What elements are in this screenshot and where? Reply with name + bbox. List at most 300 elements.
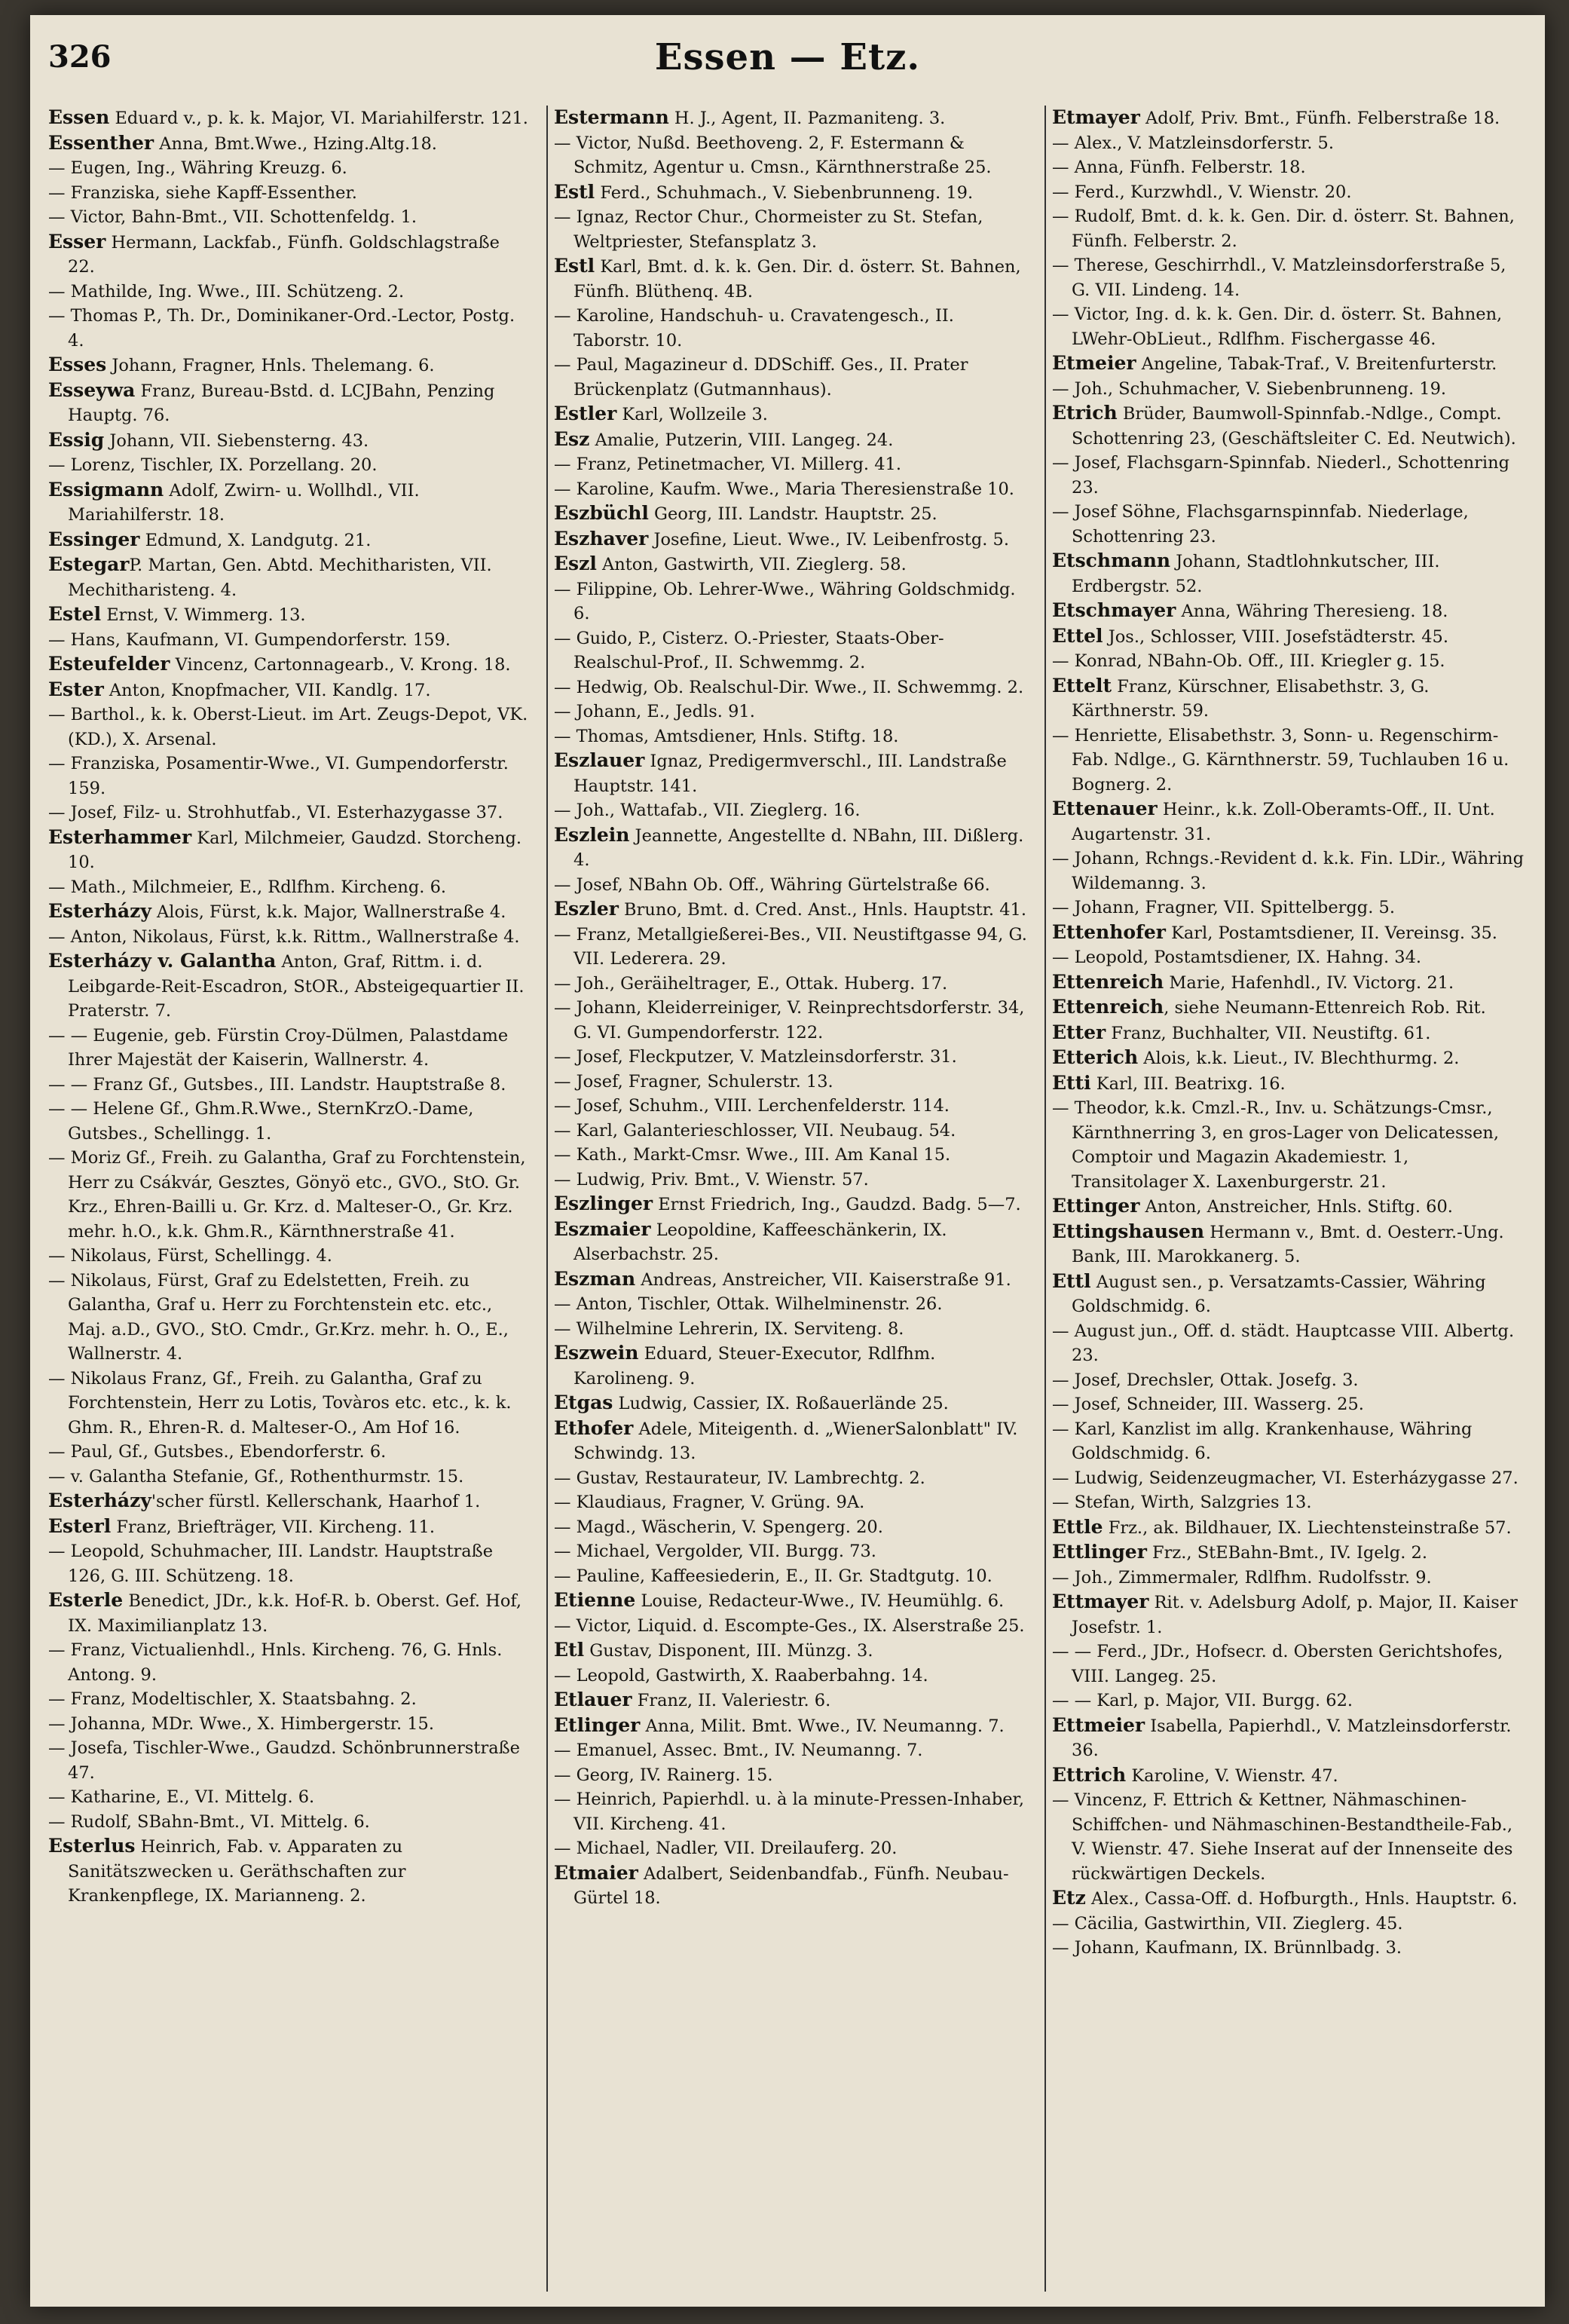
entry-details: — Pauline, Kaffeesiederin, E., II. Gr. Stadtgutg. 10. [554, 1566, 992, 1586]
entry-details: — — Ferd., JDr., Hofsecr. d. Obersten Gerichtshofes, VIII. Langeg. 25. [1052, 1642, 1503, 1686]
entry-surname: Etrich [1052, 402, 1118, 424]
entry-details: Karl, Postamtsdiener, II. Vereinsg. 35. [1165, 923, 1497, 943]
entry-surname: Etschmayer [1052, 599, 1176, 621]
entry-details: — Franz, Victualienhdl., Hnls. Kircheng. 76, G. Hnls. Antong. 9. [48, 1640, 503, 1685]
entry-details: Marie, Hafenhdl., IV. Victorg. 21. [1164, 972, 1454, 993]
entry-details: Ernst Friedrich, Ing., Gaudzd. Badg. 5—7. [653, 1195, 1021, 1214]
directory-entry [1052, 847, 1528, 896]
entry-details: — Therese, Geschirrhdl., V. Matzleinsdorferstraße 5, G. VII. Lindeng. 14. [1052, 256, 1506, 300]
entry-surname: Esterlus [48, 1835, 136, 1857]
entry-details: — Karl, Galanterieschlosser, VII. Neubaug. 54. [554, 1120, 956, 1141]
directory-entry [554, 427, 1030, 453]
directory-entry [1052, 945, 1528, 970]
entry-details: P. Martan, Gen. Abtd. Mechitharisten, VII. Mechitharisteng. 4. [68, 556, 492, 600]
column-2 [546, 106, 1030, 2292]
directory-entry [1052, 106, 1528, 131]
directory-entry [1052, 1689, 1528, 1713]
directory-entry [48, 875, 531, 900]
entry-details: — Franziska, Posamentir-Wwe., VI. Gumpendorferstr. 159. [48, 754, 509, 798]
entry-details: Brüder, Baumwoll-Spinnfab.-Ndlge., Compt. Schottenring 23, (Geschäftsleiter C. Ed. Neutwich). [1072, 404, 1516, 449]
directory-entry [48, 1073, 531, 1098]
entry-surname: Esterhammer [48, 825, 192, 848]
directory-entry [1052, 1417, 1528, 1466]
entry-details: Adalbert, Seidenbandfab., Fünfh. Neubau-Gürtel 18. [573, 1863, 1009, 1908]
entry-details: — Franz, Metallgießerei-Bes., VII. Neustiftgasse 94, G. VII. Lederera. 29. [554, 924, 1027, 969]
entry-details: — Leopold, Schuhmacher, III. Landstr. Hauptstraße 126, G. III. Schützeng. 18. [48, 1542, 494, 1586]
directory-entry [48, 353, 531, 378]
entry-surname: Ettle [1052, 1515, 1103, 1538]
entry-details: — Josef Söhne, Flachsgarnspinnfab. Niederlage, Schottenring 23. [1052, 502, 1469, 547]
directory-entry [1052, 1368, 1528, 1393]
entry-details: — Thomas P., Th. Dr., Dominikaner-Ord.-Lector, Postg. 4. [48, 306, 515, 351]
directory-entry [48, 106, 531, 131]
entry-surname: Eszl [554, 553, 597, 574]
entry-details: — Paul, Gf., Gutsbes., Ebendorferstr. 6. [48, 1442, 387, 1462]
directory-entry [48, 1514, 531, 1540]
directory-entry [48, 1146, 531, 1244]
directory-entry [554, 402, 1030, 427]
directory-entry [554, 477, 1030, 502]
directory-entry [48, 1588, 531, 1638]
entry-details: — Kath., Markt-Cmsr. Wwe., III. Am Kanal 15. [554, 1145, 951, 1165]
directory-entry [48, 1712, 531, 1737]
entry-details: — Leopold, Postamtsdiener, IX. Hahng. 34. [1052, 948, 1422, 967]
entry-details: Anton, Gastwirth, VII. Zieglerg. 58. [596, 555, 907, 574]
entry-details: — Johann, Rchngs.-Revident d. k.k. Fin. LDir., Währing Wildemanng. 3. [1052, 849, 1525, 893]
directory-entry [1052, 1096, 1528, 1194]
directory-entry [554, 1143, 1030, 1168]
entry-details: Louise, Redacteur-Wwe., IV. Heumühlg. 6. [635, 1591, 1005, 1611]
entry-surname: Estl [554, 255, 595, 277]
directory-entry [48, 304, 531, 353]
entry-surname: Eszbüchl [554, 502, 649, 524]
directory-entry [48, 1440, 531, 1465]
entry-surname: Ettelt [1052, 674, 1112, 697]
entry-details: — Johann, Fragner, VII. Spittelbergg. 5. [1052, 898, 1395, 917]
directory-entry [1052, 1515, 1528, 1541]
entry-surname: Esser [48, 230, 106, 253]
directory-entry [48, 1687, 531, 1712]
entry-surname: Ethofer [554, 1416, 634, 1439]
directory-entry [1052, 253, 1528, 302]
entry-surname: Esterle [48, 1589, 124, 1611]
directory-entry [554, 1391, 1030, 1416]
entry-details: — Cäcilia, Gastwirthin, VII. Zieglerg. 45. [1052, 1913, 1403, 1934]
entry-surname: Esterházy [48, 1490, 151, 1511]
entry-surname: Etlinger [554, 1713, 641, 1736]
entry-details: Karl, Wollzeile 3. [616, 405, 768, 424]
directory-entry [1052, 797, 1528, 847]
directory-entry [48, 1244, 531, 1269]
entry-details: Josefine, Lieut. Wwe., IV. Leibenfrostg. 5. [648, 529, 1010, 550]
entry-surname: Estermann [554, 106, 669, 128]
entry-details: Rit. v. Adelsburg Adolf, p. Major, II. Kaiser Josefstr. 1. [1072, 1593, 1518, 1637]
entry-surname: Ettenreich [1052, 996, 1164, 1018]
directory-entry [554, 1638, 1030, 1664]
entry-details: — Eugen, Ing., Währing Kreuzg. 6. [48, 158, 347, 178]
directory-entry [48, 453, 531, 478]
entry-details: — Lorenz, Tischler, IX. Porzellang. 20. [48, 455, 378, 475]
entry-details: Alois, Fürst, k.k. Major, Wallnerstraße 4. [151, 902, 506, 922]
entry-details: Heinr., k.k. Zoll-Oberamts-Off., II. Unt. Augartenstr. 31. [1072, 800, 1495, 844]
entry-details: — Katharine, E., VI. Mittelg. 6. [48, 1787, 315, 1807]
entry-details: — Vincenz, F. Ettrich & Kettner, Nähmaschinen-Schiffchen- und Nähmaschinen-Bestandtheile-Fab., V. Wienstr. 47. Siehe Inserat auf der Innenseite des rückwärtigen Deckels. [1052, 1790, 1513, 1884]
directory-entry [48, 1638, 531, 1687]
entry-details: Karl, III. Beatrixg. 16. [1090, 1073, 1286, 1094]
directory-entry [48, 602, 531, 628]
entry-details: — Paul, Magazineur d. DDSchiff. Ges., II. Prater Brückenplatz (Gutmannhaus). [554, 355, 968, 400]
directory-entry [48, 528, 531, 553]
entry-details: August sen., p. Versatzamts-Cassier, Währing Goldschmidg. 6. [1072, 1272, 1486, 1316]
directory-entry [48, 925, 531, 950]
entry-surname: Eszlauer [554, 749, 645, 771]
page-number: 326 [48, 39, 112, 75]
directory-entry [554, 1192, 1030, 1217]
directory-entry [554, 1564, 1030, 1589]
directory-entry [554, 1664, 1030, 1689]
entry-details: Hermann v., Bmt. d. Oesterr.-Ung. Bank, III. Marokkanerg. 5. [1072, 1222, 1504, 1266]
directory-entry [1052, 624, 1528, 650]
entry-details: Bruno, Bmt. d. Cred. Anst., Hnls. Hauptstr. 41. [618, 900, 1026, 920]
directory-entry [554, 304, 1030, 353]
entry-surname: Etlauer [554, 1689, 632, 1710]
entry-surname: Etter [1052, 1021, 1106, 1043]
entry-details: Gustav, Disponent, III. Münzg. 3. [584, 1641, 873, 1661]
entry-surname: Etz [1052, 1887, 1086, 1909]
entry-surname: Ettrich [1052, 1763, 1127, 1786]
directory-entry [48, 1810, 531, 1835]
entry-details: — Michael, Nadler, VII. Dreilauferg. 20. [554, 1839, 898, 1858]
entry-details: — Johann, Kleiderreiniger, V. Reinprechtsdorferstr. 34, G. VI. Gumpendorferstr. 122. [554, 998, 1025, 1043]
entry-details: — Victor, Bahn-Bmt., VII. Schottenfeldg. 1. [48, 207, 417, 227]
entry-details: Anton, Anstreicher, Hnls. Stiftg. 60. [1139, 1197, 1453, 1217]
directory-entry [48, 1465, 531, 1490]
entry-surname: Eszmaier [554, 1217, 651, 1240]
entry-details: — Thomas, Amtsdiener, Hnls. Stiftg. 18. [554, 726, 899, 746]
directory-entry [554, 675, 1030, 700]
entry-details: , siehe Neumann-Ettenreich Rob. Rit. [1164, 998, 1486, 1018]
entry-details: Eduard, Steuer-Executor, Rdlfhm. Karolineng. 9. [573, 1344, 936, 1389]
directory-entry [48, 652, 531, 678]
entry-details: Isabella, Papierhdl., V. Matzleinsdorferstr. 36. [1072, 1716, 1512, 1760]
directory-entry [554, 1267, 1030, 1293]
directory-entry [1052, 401, 1528, 451]
directory-entry [554, 577, 1030, 626]
directory-entry [1052, 1220, 1528, 1269]
entry-surname: Eszlein [554, 823, 630, 846]
entry-details: — — Eugenie, geb. Fürstin Croy-Dülmen, Palastdame Ihrer Majestät der Kaiserin, Wallnerstr. 4. [48, 1025, 509, 1070]
entry-surname: Eszwein [554, 1342, 639, 1364]
directory-entry [1052, 1021, 1528, 1046]
entry-details: — Theodor, k.k. Cmzl.-R., Inv. u. Schätzungs-Cmsr., Kärnthnerring 3, en gros-Lager von Delicatessen, Comptoir und Magazin Akademiestr. 1, Transitolager X. Laxenburgerstr. 21. [1052, 1098, 1500, 1192]
directory-entry [48, 181, 531, 206]
directory-entry [48, 378, 531, 428]
entry-details: — Josef, Fleckputzer, V. Matzleinsdorferstr. 31. [554, 1047, 957, 1067]
entry-details: — Anton, Tischler, Ottak. Wilhelminenstr. 26. [554, 1294, 943, 1314]
entry-surname: Ettingshausen [1052, 1220, 1205, 1242]
directory-entry [48, 1489, 531, 1514]
entry-details: Anton, Knopfmacher, VII. Kandlg. 17. [103, 680, 431, 700]
entry-details: — Nikolaus Franz, Gf., Freih. zu Galantha, Graf zu Forchtenstein, Herr zu Lotis, Tovàros etc. etc., k. k. Ghm. R., Ehren-R. d. Malteser-O., Am Hof 16. [48, 1368, 512, 1438]
entry-details: — Joh., Schuhmacher, V. Siebenbrunneng. 19. [1052, 378, 1447, 399]
entry-details: — Victor, Ing. d. k. k. Gen. Dir. d. österr. St. Bahnen, LWehr-ObLieut., Rdlfhm. Fischergasse 46. [1052, 305, 1503, 349]
entry-details: — Franz, Petinetmacher, VI. Millerg. 41. [554, 455, 901, 474]
entry-details: — August jun., Off. d. städt. Hauptcasse VIII. Albertg. 23. [1052, 1321, 1515, 1365]
entry-details: Franz, Buchhalter, VII. Neustiftg. 61. [1106, 1023, 1431, 1043]
entry-details: — Josefa, Tischler-Wwe., Gaudzd. Schönbrunnerstraße 47. [48, 1738, 520, 1783]
entry-details: — Magd., Wäscherin, V. Spengerg. 20. [554, 1517, 883, 1537]
directory-entry [1052, 1540, 1528, 1566]
entry-details: Adele, Miteigenth. d. „WienerSalonblatt" IV. Schwindg. 13. [573, 1419, 1018, 1463]
entry-surname: Estegar [48, 553, 130, 575]
entry-details: — Math., Milchmeier, E., Rdlfhm. Kircheng. 6. [48, 877, 447, 897]
directory-entry [48, 1367, 531, 1441]
directory-entry [48, 553, 531, 602]
entry-details: — Emanuel, Assec. Bmt., IV. Neumanng. 7. [554, 1741, 923, 1760]
entry-surname: Essinger [48, 528, 140, 550]
entry-details: Jos., Schlosser, VIII. Josefstädterstr. 45. [1103, 626, 1448, 647]
entry-details: — Wilhelmine Lehrerin, IX. Serviteng. 8. [554, 1318, 904, 1339]
entry-details: — Anton, Nikolaus, Fürst, k.k. Rittm., Wallnerstraße 4. [48, 926, 520, 947]
directory-entry [554, 1614, 1030, 1639]
entry-details: — Joh., Wattafab., VII. Zieglerg. 16. [554, 801, 861, 820]
directory-entry [554, 1341, 1030, 1391]
entry-details: — Klaudiaus, Fragner, V. Grüng. 9A. [554, 1493, 865, 1512]
directory-entry [1052, 1194, 1528, 1220]
directory-entry [554, 1317, 1030, 1342]
entry-surname: Esterházy [48, 900, 151, 922]
entry-details: — Hedwig, Ob. Realschul-Dir. Wwe., II. Schwemmg. 2. [554, 677, 1024, 697]
entry-details: — Leopold, Gastwirth, X. Raaberbahng. 14. [554, 1665, 928, 1686]
entry-details: — Nikolaus, Fürst, Graf zu Edelstetten, Freih. zu Galantha, Graf u. Herr zu Forchtenstein etc. etc., Maj. a.D., GVO., StO. Cmdr., Gr.Krz. mehr. h. O., E., Wallnerstr. 4. [48, 1270, 509, 1364]
entry-details: Alex., Cassa-Off. d. Hofburgth., Hnls. Hauptstr. 6. [1085, 1889, 1518, 1909]
entry-details: Franz, Kürschner, Elisabethstr. 3, G. Kärthnerstr. 59. [1072, 676, 1430, 721]
directory-entry [1052, 920, 1528, 946]
directory-entry [48, 899, 531, 925]
entry-details: Adolf, Priv. Bmt., Fünfh. Felberstraße 18. [1139, 109, 1500, 128]
entry-details: Eduard v., p. k. k. Major, VI. Mariahilferstr. 121. [109, 109, 528, 128]
entry-surname: Eszlinger [554, 1193, 653, 1214]
directory-entry [1052, 1590, 1528, 1640]
entry-details: Ignaz, Predigermverschl., III. Landstraße Hauptstr. 141. [573, 752, 1007, 796]
entry-details: — — Helene Gf., Ghm.R.Wwe., SternKrzO.-Dame, Gutsbes., Schellingg. 1. [48, 1099, 474, 1144]
directory-entry [1052, 500, 1528, 549]
entry-details: Adolf, Zwirn- u. Wollhdl., VII. Mariahilferstr. 18. [68, 480, 420, 525]
entry-details: — Anna, Fünfh. Felberstr. 18. [1052, 158, 1306, 177]
directory-entry [48, 1024, 531, 1073]
entry-details: — Karoline, Handschuh- u. Cravatengesch., II. Taborstr. 10. [554, 306, 954, 351]
entry-surname: Ettmeier [1052, 1713, 1145, 1736]
directory-entry [554, 131, 1030, 180]
directory-entry [48, 1736, 531, 1785]
column-1 [48, 106, 531, 2292]
directory-entry [554, 1168, 1030, 1193]
directory-entry [48, 628, 531, 653]
entry-surname: Etl [554, 1639, 585, 1661]
entry-surname: Ettenhofer [1052, 920, 1166, 943]
entry-details: — Hans, Kaufmann, VI. Gumpendorferstr. 159. [48, 629, 451, 650]
directory-page [30, 15, 1545, 2307]
directory-entry [554, 749, 1030, 798]
entry-surname: Estel [48, 603, 102, 625]
directory-entry [1052, 180, 1528, 205]
directory-entry [1052, 1713, 1528, 1763]
directory-entry [48, 949, 531, 1024]
entry-surname: Essenther [48, 131, 154, 154]
entry-details: Leopoldine, Kaffeeschänkerin, IX. Alserbachstr. 25. [573, 1220, 947, 1264]
directory-entry [1052, 1936, 1528, 1961]
entry-surname: Estl [554, 180, 595, 203]
entry-details: — — Karl, p. Major, VII. Burgg. 62. [1052, 1691, 1353, 1710]
directory-entry [1052, 131, 1528, 156]
entry-details: — Alex., V. Matzleinsdorferstr. 5. [1052, 133, 1335, 153]
entry-details: — Barthol., k. k. Oberst-Lieut. im Art. Zeugs-Depot, VK. (KD.), X. Arsenal. [48, 705, 528, 749]
directory-entry [554, 452, 1030, 477]
directory-entry [554, 1119, 1030, 1144]
directory-entry [1052, 1640, 1528, 1689]
entry-details: — Heinrich, Papierhdl. u. à la minute-Pressen-Inhaber, VII. Kircheng. 41. [554, 1790, 1024, 1834]
entry-surname: Ettenauer [1052, 798, 1158, 819]
entry-details: Karl, Milchmeier, Gaudzd. Storcheng. 10. [68, 828, 522, 872]
directory-entry [48, 428, 531, 454]
directory-entry [554, 897, 1030, 923]
directory-entry [1052, 1046, 1528, 1071]
entry-surname: Etmaier [554, 1861, 638, 1884]
directory-entry [48, 205, 531, 230]
directory-entry [1052, 549, 1528, 599]
entry-details: — Ludwig, Seidenzeugmacher, VI. Esterházygasse 27. [1052, 1468, 1519, 1488]
entry-details: — Ludwig, Priv. Bmt., V. Wienstr. 57. [554, 1169, 869, 1190]
entry-surname: Esz [554, 427, 590, 450]
entry-surname: Etienne [554, 1589, 636, 1611]
entry-surname: Etschmann [1052, 550, 1171, 571]
entry-details: Johann, VII. Siebensterng. 43. [104, 430, 369, 451]
directory-entry [554, 923, 1030, 972]
directory-entry [48, 825, 531, 875]
directory-entry [554, 1045, 1030, 1070]
directory-entry [48, 1834, 531, 1909]
entry-details: Angeline, Tabak-Traf., V. Breitenfurterstr. [1136, 354, 1497, 374]
directory-entry [1052, 1788, 1528, 1886]
directory-entry [1052, 995, 1528, 1021]
directory-entry [554, 1836, 1030, 1861]
entry-details: Anna, Währing Theresieng. 18. [1176, 602, 1448, 621]
entry-details: — v. Galantha Stefanie, Gf., Rothenthurmstr. 15. [48, 1466, 464, 1487]
directory-entry [554, 527, 1030, 553]
directory-entry [48, 156, 531, 181]
entry-details: Andreas, Anstreicher, VII. Kaiserstraße 91. [635, 1269, 1011, 1290]
directory-entry [554, 873, 1030, 898]
entry-details: — Henriette, Elisabethstr. 3, Sonn- u. Regenschirm-Fab. Ndlge., G. Kärnthnerstr. 59, Tuchlauben 16 u. Bognerg. 2. [1052, 725, 1509, 795]
directory-entry [1052, 1490, 1528, 1515]
directory-entry [554, 552, 1030, 577]
directory-entry [554, 1070, 1030, 1095]
directory-entry [48, 131, 531, 157]
entry-details: — Ignaz, Rector Chur., Chormeister zu St. Stefan, Weltpriester, Stefansplatz 3. [554, 207, 983, 252]
entry-details: — — Franz Gf., Gutsbes., III. Landstr. Hauptstraße 8. [48, 1074, 506, 1095]
entry-details: Anton, Graf, Rittm. i. d. Leibgarde-Reit-Escadron, StOR., Absteigequartier II. Praterstr. 7. [68, 952, 525, 1021]
entry-details: — Filippine, Ob. Lehrer-Wwe., Währing Goldschmidg. 6. [554, 579, 1016, 623]
directory-entry [48, 801, 531, 825]
entry-details: Alois, k.k. Lieut., IV. Blechthurmg. 2. [1138, 1049, 1460, 1068]
directory-entry [48, 478, 531, 528]
entry-surname: Ettenreich [1052, 970, 1164, 993]
entry-details: Ernst, V. Wimmerg. 13. [101, 605, 306, 625]
directory-entry [1052, 204, 1528, 253]
entry-details: — Franz, Modeltischler, X. Staatsbahng. 2. [48, 1689, 417, 1709]
directory-entry [554, 501, 1030, 527]
entry-details: Anna, Milit. Bmt. Wwe., IV. Neumanng. 7. [640, 1716, 1005, 1736]
column-3 [1044, 106, 1528, 2292]
entry-surname: Etmayer [1052, 106, 1140, 128]
entry-details: Edmund, X. Landgutg. 21. [139, 530, 372, 550]
entry-surname: Esseywa [48, 378, 136, 401]
entry-details: — Karoline, Kaufm. Wwe., Maria Theresienstraße 10. [554, 479, 1014, 499]
entry-details: Ferd., Schuhmach., V. Siebenbrunneng. 19. [595, 182, 974, 203]
directory-entry [1052, 302, 1528, 351]
directory-entry [554, 1688, 1030, 1713]
entry-details: — Mathilde, Ing. Wwe., III. Schützeng. 2. [48, 281, 405, 302]
directory-entry [554, 1763, 1030, 1788]
directory-entry [554, 1094, 1030, 1119]
entry-details: — Michael, Vergolder, VII. Burgg. 73. [554, 1542, 876, 1561]
entry-details: Franz, II. Valeriestr. 6. [632, 1691, 831, 1710]
entry-details: — Victor, Liquid. d. Escompte-Ges., IX. Alserstraße 25. [554, 1615, 1025, 1636]
directory-entry [1052, 351, 1528, 377]
directory-entry [1052, 155, 1528, 180]
entry-details: — Konrad, NBahn-Ob. Off., III. Kriegler g. 15. [1052, 651, 1445, 671]
entry-details: — Nikolaus, Fürst, Schellingg. 4. [48, 1246, 332, 1266]
entry-details: Benedict, JDr., k.k. Hof-R. b. Oberst. Gef. Hof, IX. Maximilianplatz 13. [68, 1591, 522, 1636]
directory-entry [554, 823, 1030, 873]
entry-surname: Esses [48, 354, 107, 375]
entry-details: Vincenz, Cartonnagearb., V. Krong. 18. [170, 655, 511, 675]
entry-details: Frz., StEBahn-Bmt., IV. Igelg. 2. [1146, 1543, 1427, 1563]
entry-details: — Victor, Nußd. Beethoveng. 2, F. Estermann & Schmitz, Agentur u. Cmsn., Kärnthnerstraße 25. [554, 133, 992, 177]
directory-entry [554, 1466, 1030, 1491]
entry-details: — Rudolf, Bmt. d. k. k. Gen. Dir. d. österr. St. Bahnen, Fünfh. Felberstr. 2. [1052, 207, 1515, 251]
entry-details: — Franziska, siehe Kapff-Essenther. [48, 182, 357, 203]
directory-entry [554, 1539, 1030, 1564]
directory-entry [1052, 1392, 1528, 1417]
directory-entry [1052, 1071, 1528, 1097]
entry-details: Karl, Bmt. d. k. k. Gen. Dir. d. österr. St. Bahnen, Fünfh. Blüthenq. 4B. [573, 257, 1021, 302]
entry-details: — Joh., Zimmermaler, Rdlfhm. Rudolfsstr. 9. [1052, 1567, 1432, 1588]
directory-entry [1052, 451, 1528, 500]
directory-entry [48, 230, 531, 280]
entry-details: — Josef, Flachsgarn-Spinnfab. Niederl., Schottenring 23. [1052, 453, 1509, 498]
directory-entry [48, 280, 531, 305]
entry-details: — Ferd., Kurzwhdl., V. Wienstr. 20. [1052, 182, 1352, 202]
entry-details: — Johann, E., Jedls. 91. [554, 702, 755, 721]
entry-details: — Josef, Fragner, Schulerstr. 13. [554, 1071, 833, 1092]
entry-surname: Ettlinger [1052, 1541, 1147, 1563]
directory-entry [554, 1416, 1030, 1466]
entry-details: 'scher fürstl. Kellerschank, Haarhof 1. [151, 1492, 481, 1511]
entry-details: — Stefan, Wirth, Salzgries 13. [1052, 1493, 1312, 1512]
entry-details: Karoline, V. Wienstr. 47. [1126, 1765, 1338, 1786]
directory-entry [1052, 674, 1528, 724]
directory-entry [1052, 1912, 1528, 1937]
entry-details: — Johann, Kaufmann, IX. Brünnlbadg. 3. [1052, 1938, 1402, 1958]
directory-entry [48, 1097, 531, 1146]
entry-details: Heinrich, Fab. v. Apparaten zu Sanitätszwecken u. Geräthschaften zur Krankenpflege, IX. Marianneng. 2. [68, 1837, 406, 1906]
entry-details: — Gustav, Restaurateur, IV. Lambrechtg. 2. [554, 1468, 925, 1488]
directory-entry [554, 798, 1030, 823]
directory-entry [48, 1539, 531, 1588]
directory-entry [554, 1713, 1030, 1739]
entry-surname: Etti [1052, 1071, 1091, 1094]
